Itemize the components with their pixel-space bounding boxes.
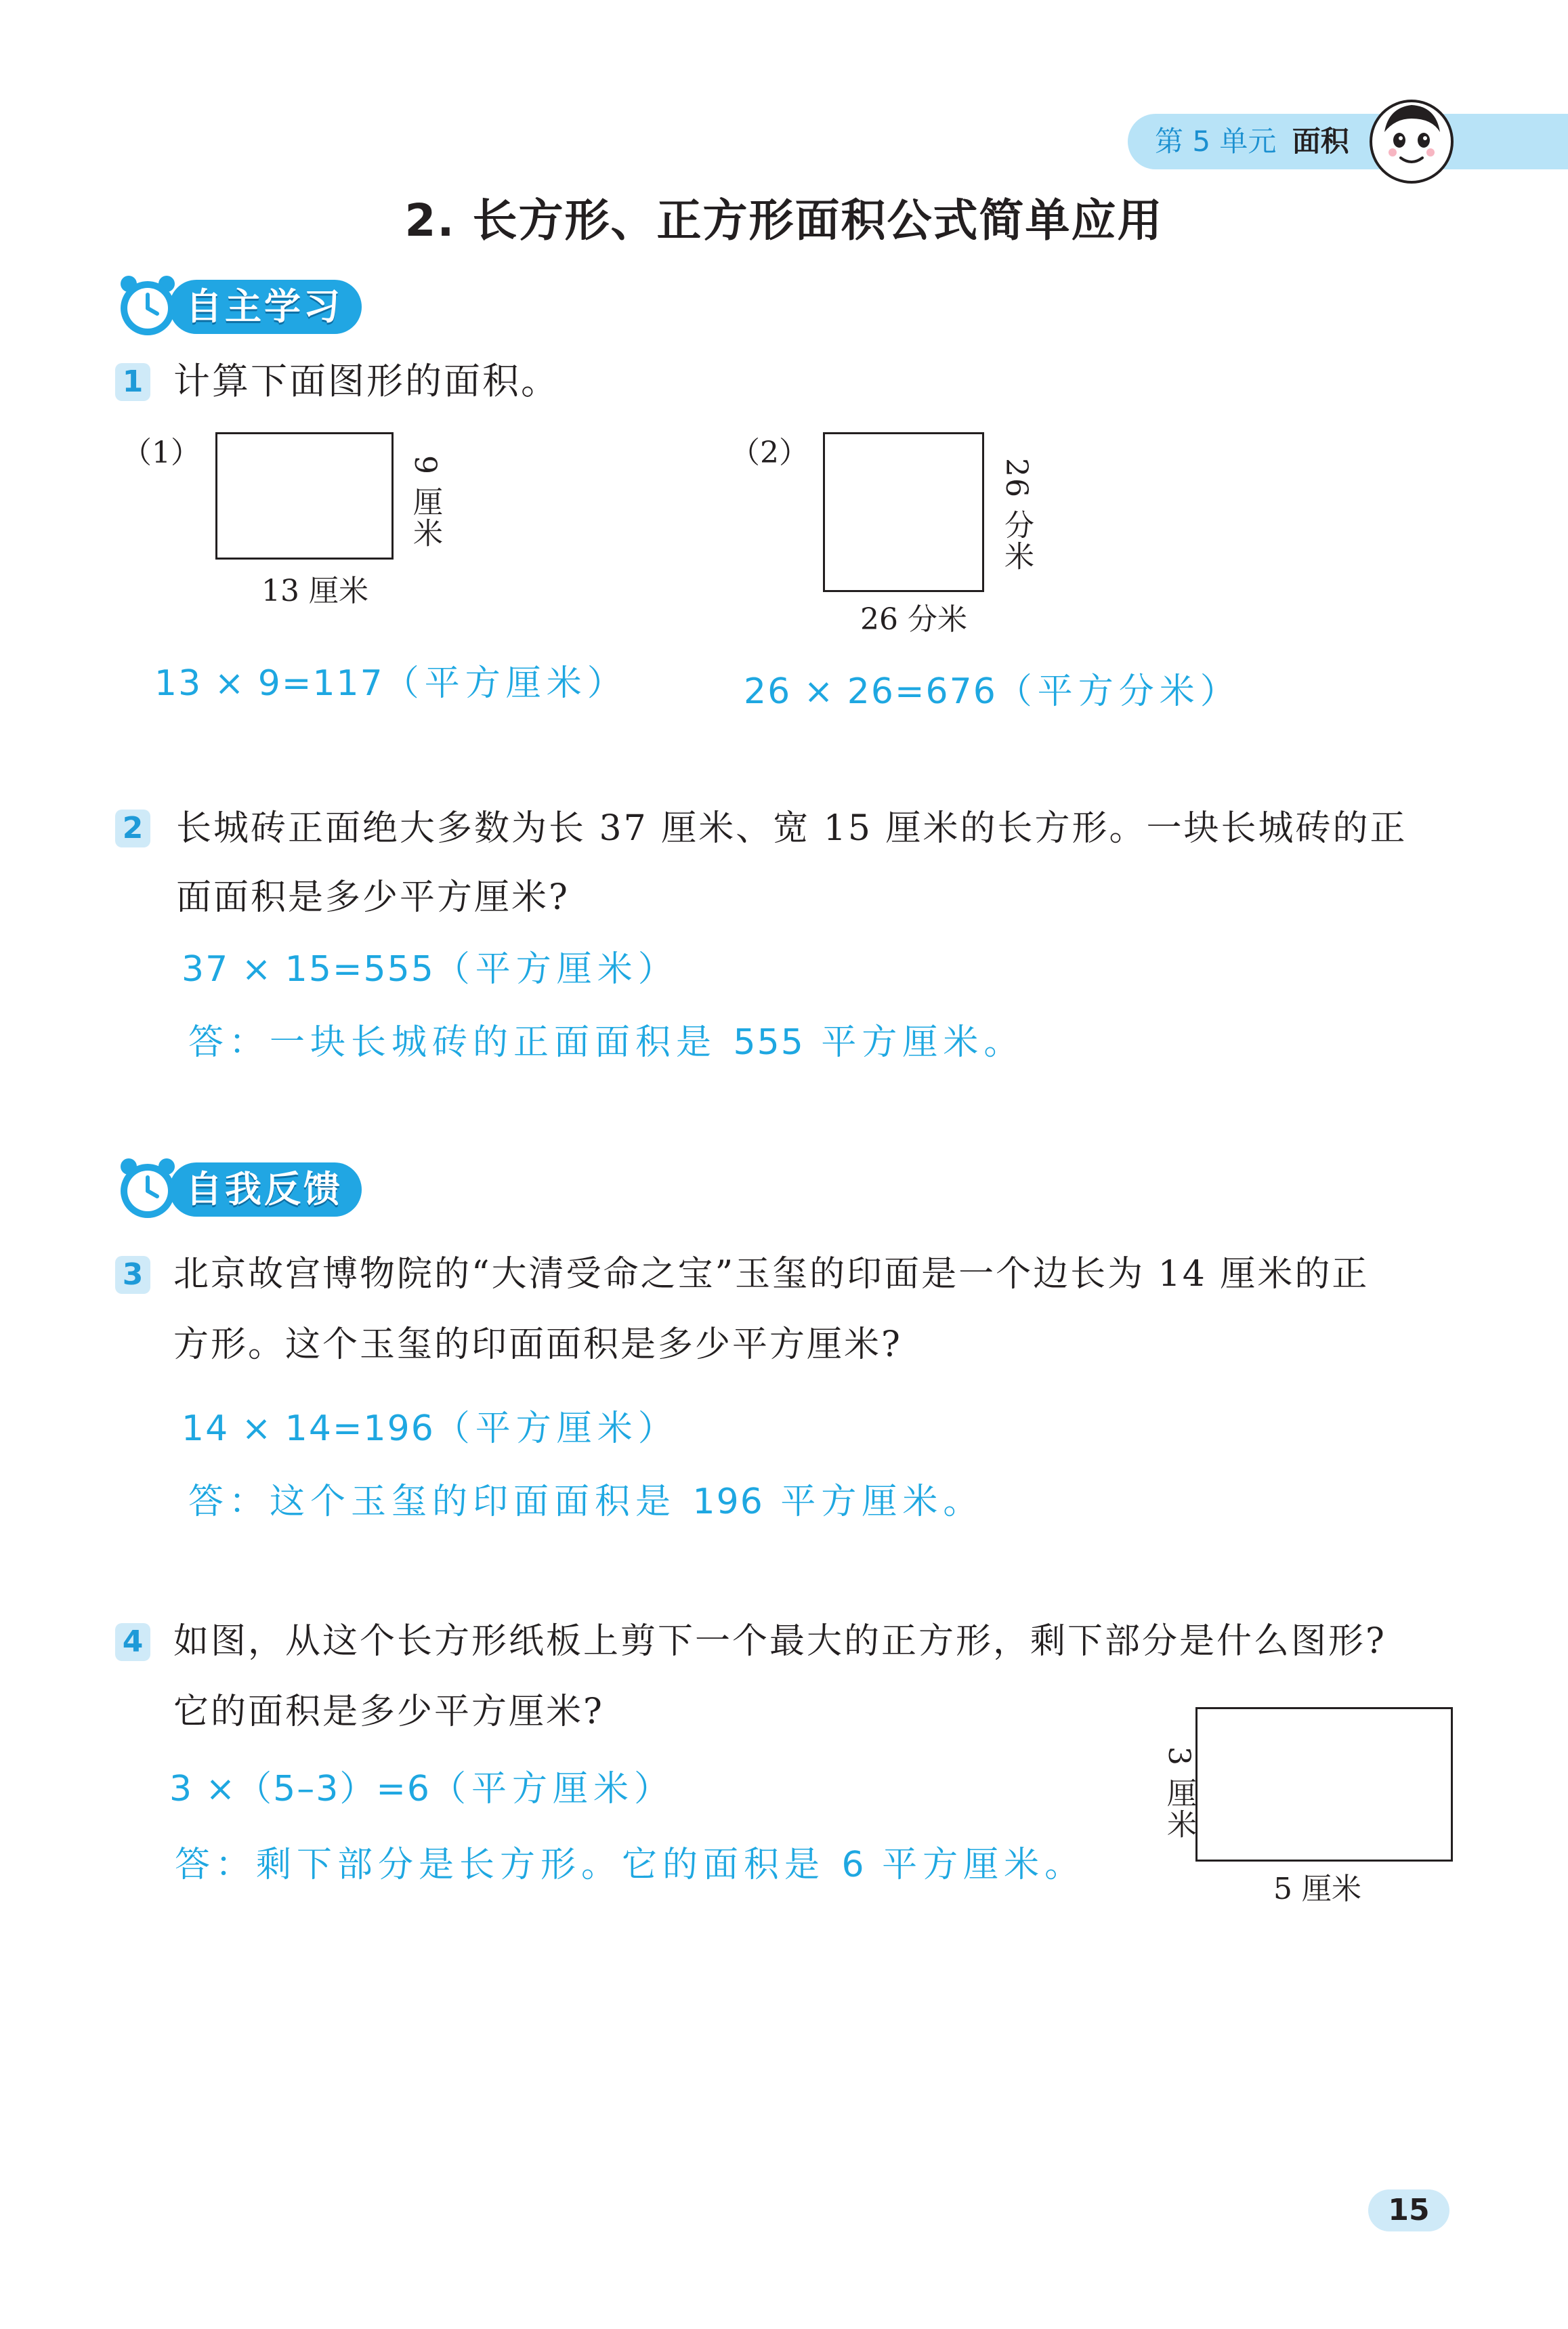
question-2-answer-pre: 答：一块长城砖的正面面积是 (188, 1022, 734, 1063)
section-label: 自我反馈 (169, 1162, 362, 1217)
question-3-calc-expr: 14 × 14=196 (182, 1408, 435, 1449)
question-2-line-2: 面面积是多少平方厘米? (176, 877, 570, 918)
answer-1-2-unit: （平方分米） (996, 671, 1241, 712)
question-4-answer-post: 平方厘米。 (865, 1845, 1086, 1885)
figure-4-rectangle (1195, 1707, 1453, 1862)
question-2-calc (182, 940, 679, 991)
figure-1-tag: （1） (122, 436, 200, 470)
figure-2-height-label: 26 分米 (999, 458, 1034, 572)
question-1-text: 计算下面图形的面积。 (173, 360, 559, 402)
answer-1-1-unit: （平方厘米） (383, 663, 628, 704)
mascot-icon (1368, 98, 1455, 185)
question-number-3: 3 (115, 1256, 150, 1294)
question-number-1: 1 (115, 363, 150, 401)
question-4-calc-unit: （平方厘米） (431, 1769, 675, 1809)
question-3-calc-unit: （平方厘米） (434, 1408, 679, 1449)
section-header-self-study (115, 273, 400, 341)
question-4-calc-expr: 3 ×（5–3）=6 (169, 1769, 431, 1809)
question-3-line-2: 方形。这个玉玺的印面面积是多少平方厘米? (173, 1324, 902, 1365)
question-2-answer (188, 1013, 1024, 1064)
question-3-calc (182, 1400, 679, 1450)
question-4-answer-num: 6 (841, 1845, 866, 1885)
figure-1-width-label: 13 厘米 (261, 574, 368, 608)
question-2-answer-num: 555 (733, 1022, 805, 1063)
page-number: 15 (1368, 2189, 1449, 2231)
question-3-answer-post: 平方厘米。 (763, 1482, 984, 1522)
answer-1-2-expr: 26 × 26=676 (744, 671, 997, 712)
figure-4-width-label: 5 厘米 (1273, 1872, 1361, 1906)
question-2-line-1: 长城砖正面绝大多数为长 37 厘米、宽 15 厘米的长方形。一块长城砖的正 (176, 808, 1407, 849)
unit-topic: 面积 (1292, 125, 1349, 158)
answer-1-1 (154, 654, 628, 705)
question-4-answer-pre: 答：剩下部分是长方形。它的面积是 (175, 1845, 842, 1885)
answer-1-1-expr: 13 × 9=117 (154, 663, 384, 704)
question-4-line-1: 如图，从这个长方形纸板上剪下一个最大的正方形，剩下部分是什么图形? (173, 1621, 1386, 1662)
unit-tab (1128, 114, 1568, 169)
question-2-calc-unit: （平方厘米） (434, 949, 679, 990)
figure-2-width-label: 26 分米 (860, 602, 967, 637)
section-label: 自主学习 (169, 280, 362, 334)
question-3-answer (188, 1473, 983, 1524)
question-4-line-2: 它的面积是多少平方厘米? (173, 1692, 604, 1732)
question-3-answer-num: 196 (692, 1482, 764, 1522)
answer-1-2 (744, 663, 1241, 713)
question-number-4: 4 (115, 1623, 150, 1661)
unit-label: 第 5 单元 (1155, 125, 1277, 158)
question-4-answer (175, 1836, 1085, 1887)
page-title: 2. 长方形、正方形面积公式简单应用 (404, 194, 1164, 247)
figure-4-height-label: 3 厘米 (1162, 1746, 1196, 1840)
question-2-answer-post: 平方厘米。 (804, 1022, 1025, 1063)
figure-1-rectangle (215, 432, 394, 560)
question-number-2: 2 (115, 810, 150, 847)
figure-2-tag: （2） (730, 436, 809, 470)
section-header-self-feedback (115, 1156, 400, 1223)
figure-1-height-label: 9 厘米 (408, 455, 442, 549)
question-4-calc (169, 1760, 675, 1811)
figure-2-square (823, 432, 984, 592)
unit-tab-text (1155, 114, 1349, 169)
question-2-calc-expr: 37 × 15=555 (182, 949, 435, 990)
question-3-line-1: 北京故宫博物院的“大清受命之宝”玉玺的印面是一个边长为 14 厘米的正 (173, 1254, 1370, 1295)
question-3-answer-pre: 答：这个玉玺的印面面积是 (188, 1482, 693, 1522)
